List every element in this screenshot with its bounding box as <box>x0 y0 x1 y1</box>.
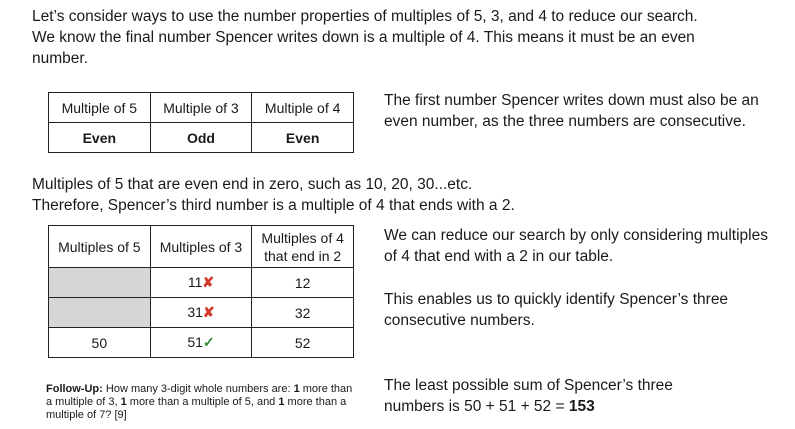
header-multiples-of-4-line-2: that end in 2 <box>264 247 342 264</box>
header-multiples-of-5: Multiples of 5 <box>49 226 151 268</box>
table-row <box>49 298 354 328</box>
note-reduce-search <box>384 225 784 267</box>
note-identify <box>384 289 784 331</box>
cell-multiple-of-3 <box>150 298 252 328</box>
cell-multiple-of-3 <box>150 268 252 298</box>
follow-up-label: Follow-Up: <box>46 383 103 395</box>
header-multiples-of-3: Multiples of 3 <box>150 226 252 268</box>
value-multiple-of-3: 31 <box>187 304 203 320</box>
parity-multiple-of-4: Even <box>252 123 354 153</box>
cell-multiple-of-3 <box>150 328 252 358</box>
header-multiple-of-3: Multiple of 3 <box>150 93 252 123</box>
follow-up-text-d: more than a multiple of 7? [9] <box>46 396 347 421</box>
conclusion-line-1: The least possible sum of Spencer’s three <box>384 377 673 394</box>
conclusion <box>384 375 784 417</box>
note-consecutive-line-1: The first number Spencer writes down must also be an <box>384 92 759 109</box>
multiples-table <box>48 225 354 358</box>
intro-line-1: Let’s consider ways to use the number properties of multiples of 5, 3, and 4 to reduce our search. <box>32 8 698 25</box>
follow-up-one-c: 1 <box>278 396 285 408</box>
table-row <box>49 328 354 358</box>
parity-multiple-of-5: Even <box>49 123 151 153</box>
checkmark-icon: ✓ <box>202 334 215 350</box>
note-reduce-line-2: of 4 that end with a 2 in our table. <box>384 248 614 265</box>
intro-line-2: We know the final number Spencer writes down is a multiple of 4. This means it must be an even <box>32 29 695 46</box>
follow-up-question <box>46 383 356 422</box>
value-multiple-of-3: 51 <box>187 334 203 350</box>
value-multiple-of-3: 11 <box>187 274 203 290</box>
header-multiple-of-5: Multiple of 5 <box>49 93 151 123</box>
note-consecutive-line-2: even number, as the three numbers are consecutive. <box>384 113 746 130</box>
note-consecutive <box>384 90 784 132</box>
middle-paragraph <box>32 174 772 216</box>
table-row <box>49 268 354 298</box>
parity-table <box>48 92 354 153</box>
follow-up-one-a: 1 <box>293 383 300 395</box>
parity-multiple-of-3: Odd <box>150 123 252 153</box>
middle-line-2: Therefore, Spencer’s third number is a multiple of 4 that ends with a 2. <box>32 197 515 214</box>
cross-icon: ✘ <box>202 274 215 290</box>
conclusion-answer: 153 <box>568 398 595 415</box>
intro-paragraph <box>32 6 772 69</box>
cell-multiple-of-5-empty <box>49 268 151 298</box>
cell-multiple-of-5-empty <box>49 298 151 328</box>
note-reduce-line-1: We can reduce our search by only considering multiples <box>384 227 768 244</box>
conclusion-line-2 <box>384 396 784 417</box>
header-multiples-of-4-end-2 <box>252 226 354 268</box>
conclusion-equation: numbers is 50 + 51 + 52 = <box>384 398 569 415</box>
cell-multiple-of-4: 32 <box>252 298 354 328</box>
intro-line-3: number. <box>32 50 89 67</box>
note-identify-line-1: This enables us to quickly identify Spencer’s three <box>384 291 729 308</box>
follow-up-text-a: How many 3-digit whole numbers are: <box>102 383 294 395</box>
note-identify-line-2: consecutive numbers. <box>384 312 535 329</box>
cross-icon: ✘ <box>202 304 215 320</box>
follow-up-one-b: 1 <box>120 396 127 408</box>
follow-up-text-c: more than a multiple of 5, and <box>126 396 279 408</box>
cell-multiple-of-4: 12 <box>252 268 354 298</box>
header-multiple-of-4: Multiple of 4 <box>252 93 354 123</box>
follow-up-text-b: more than a multiple of 3, <box>46 383 353 408</box>
header-multiples-of-4-line-1: Multiples of 4 <box>261 229 344 246</box>
middle-line-1: Multiples of 5 that are even end in zero, such as 10, 20, 30...etc. <box>32 176 473 193</box>
cell-multiple-of-5: 50 <box>49 328 151 358</box>
cell-multiple-of-4: 52 <box>252 328 354 358</box>
